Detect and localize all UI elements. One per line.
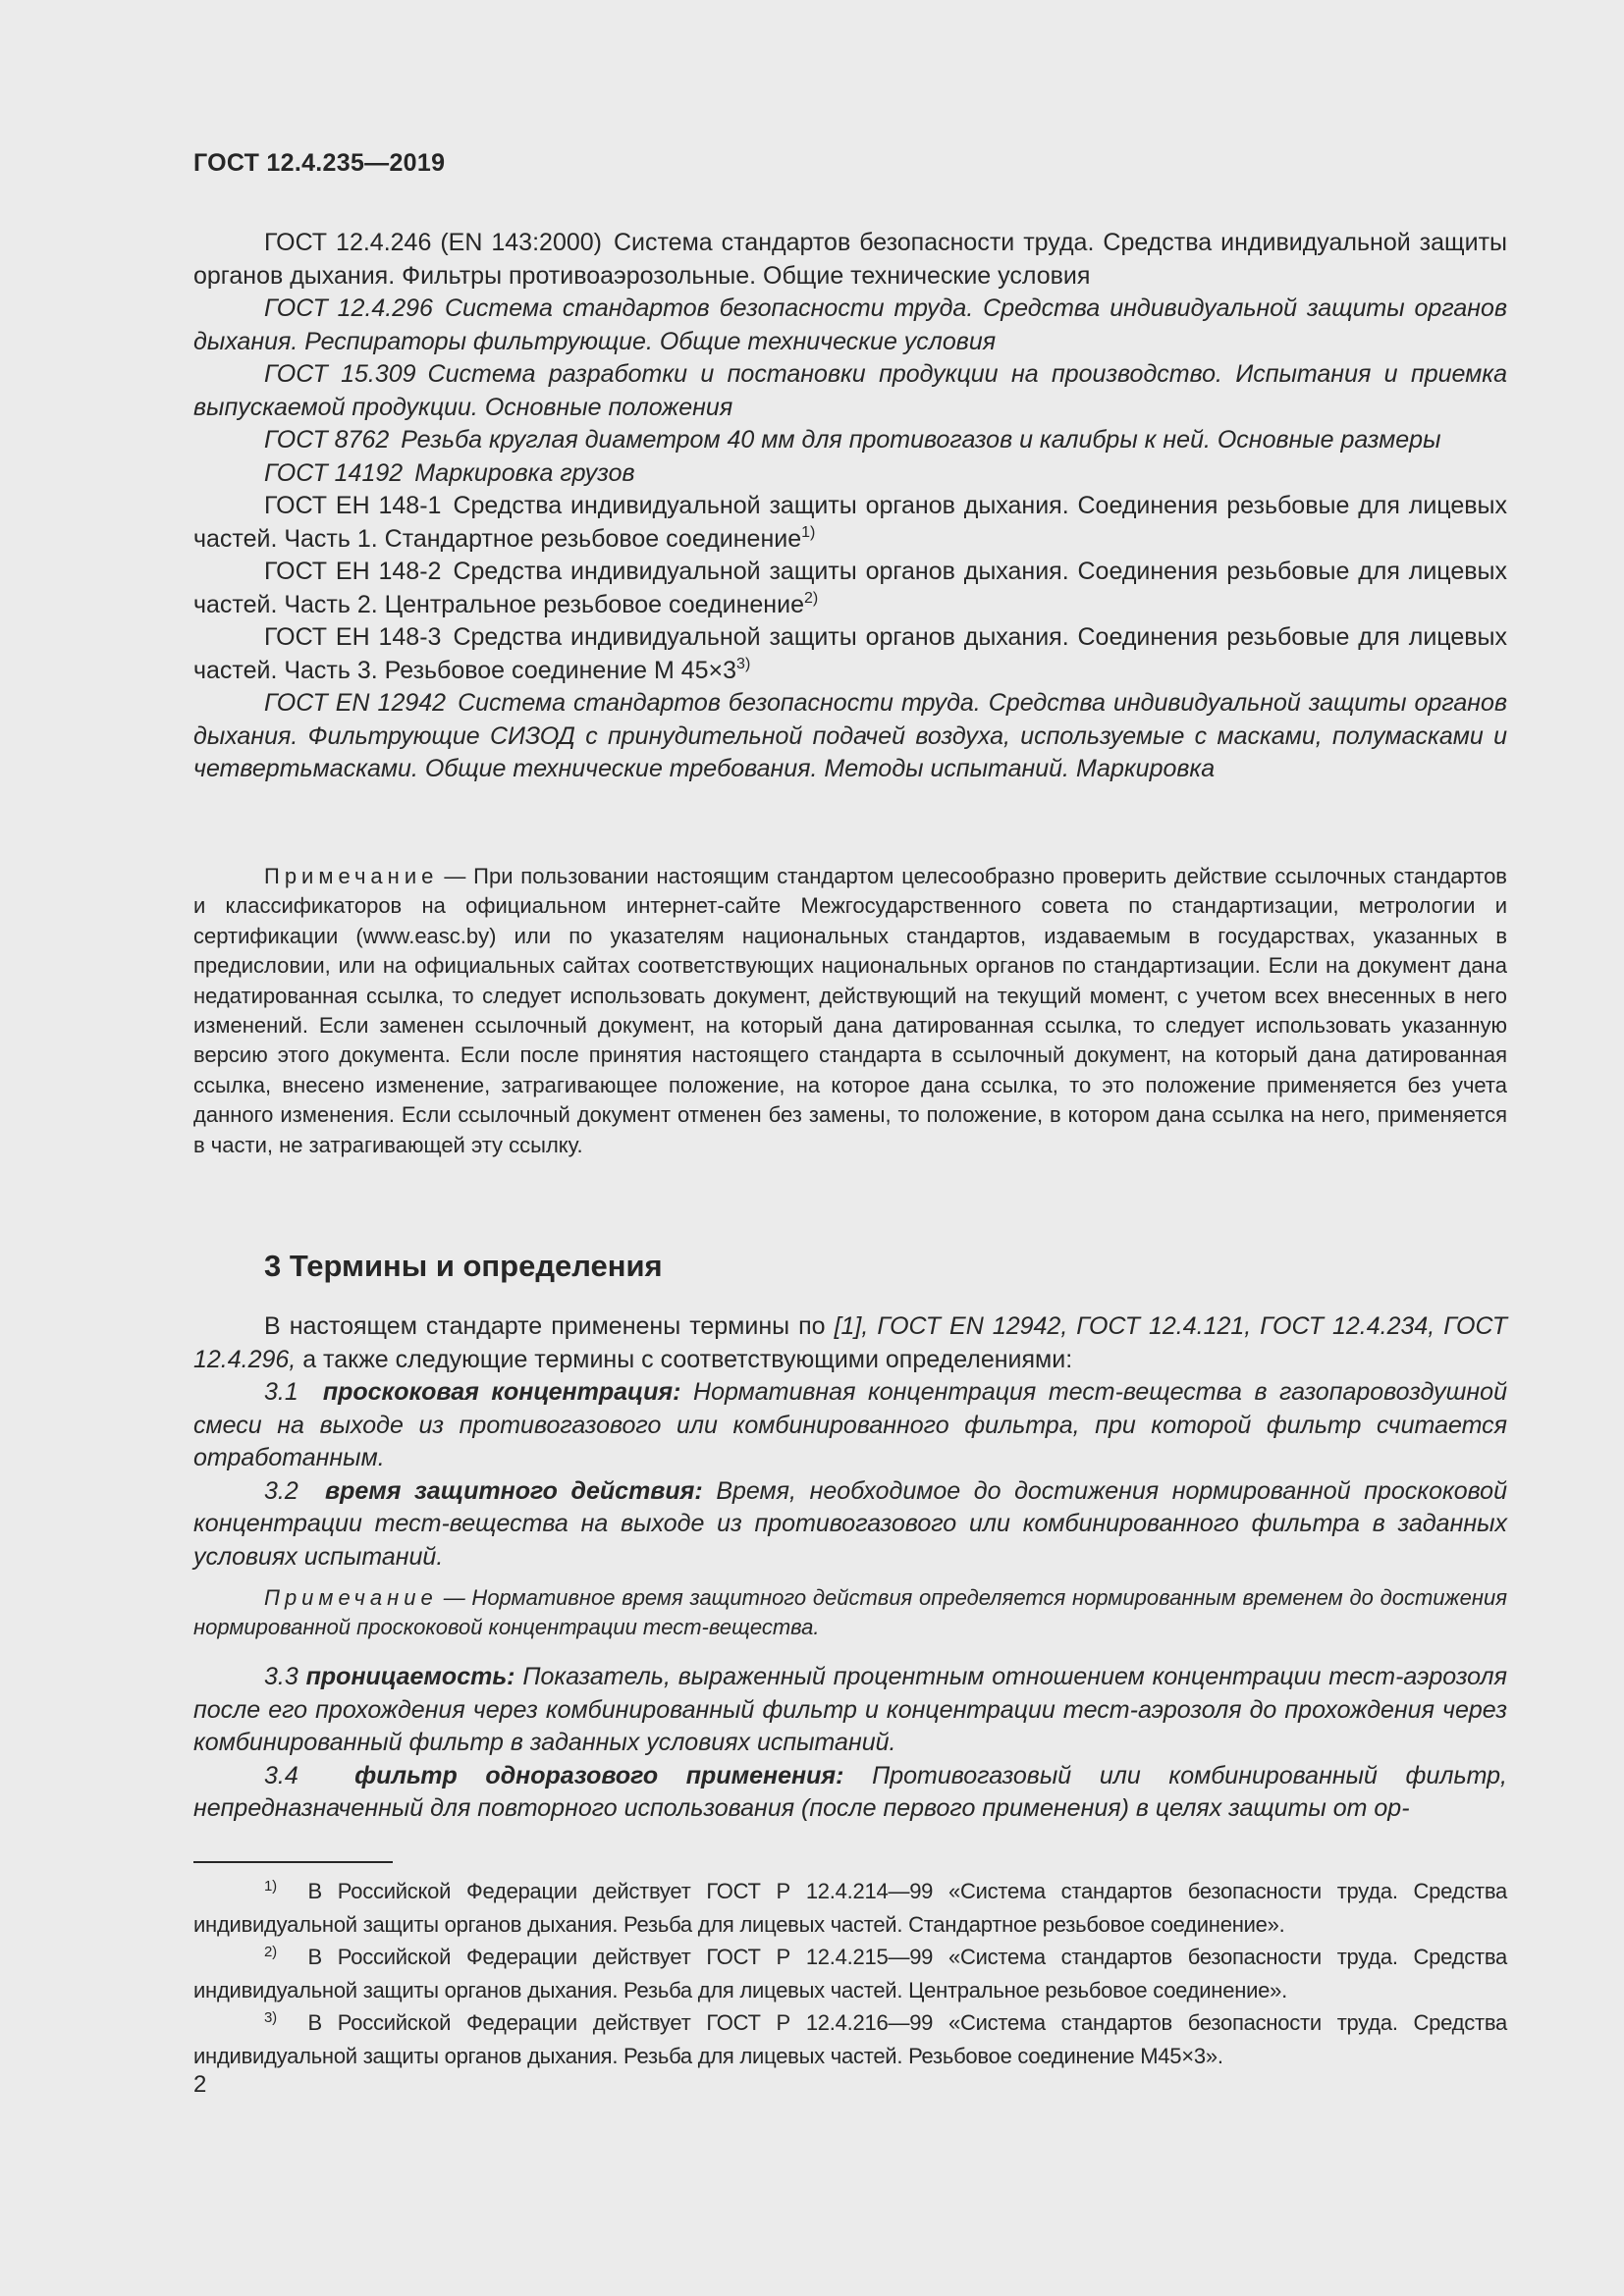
term-definition: Нормативная концентрация тест-вещества в газопаровоздушной смеси на выходе из противогазового или комбинированного фильтра, при которой фильтр считается отработанным. <box>193 1378 1507 1471</box>
reference-title: Средства индивидуальной защиты органов дыхания. Соединения резьбовые для лицевых частей. Часть 3. Резьбовое соединение М 45×3 <box>193 623 1507 684</box>
term-name: фильтр одноразового применения: <box>354 1761 844 1789</box>
reference-item <box>193 621 1507 687</box>
term-entry <box>193 1760 1507 1826</box>
section-intro <box>193 1310 1507 1376</box>
reference-item <box>193 556 1507 621</box>
note-block <box>193 1583 1507 1643</box>
reference-title: Средства индивидуальной защиты органов дыхания. Соединения резьбовые для лицевых частей. Часть 2. Центральное резьбовое соединение <box>193 558 1507 618</box>
reference-title: Маркировка грузов <box>414 458 635 487</box>
term-entry <box>193 1376 1507 1475</box>
term-entry <box>193 1475 1507 1575</box>
term-definition: Время, необходимое до достижения нормированной проскоковой концентрации тест-вещества на выходе из противогазового или комбинированного фильтра в заданных условиях испытаний. <box>193 1476 1507 1571</box>
footnote <box>193 1875 1507 1941</box>
document-header: ГОСТ 12.4.235—2019 <box>193 149 446 177</box>
reference-code: ГОСТ ЕН 148-3 <box>264 623 442 651</box>
page-number: 2 <box>193 2071 207 2098</box>
note-label: Примечание <box>264 1585 438 1610</box>
note-text: — При пользовании настоящим стандартом целесообразно проверить действие ссылочных стандартов и классификаторов на официальном интернет-сайте Межгосударственного совета по стандартизации, метрологии и сертификации (www.easc.by) или по указателям национальных стандартов, издаваемым в государствах, указанных в предисловии, или на официальных сайтах соответствующих национальных органов по стандартизации. Если на документ дана недатированная ссылка, то следует использовать документ, действующий на текущий момент, с учетом всех внесенных в него изменений. Если заменен ссылочный документ, на который дана датированная ссылка, то следует использовать указанную версию этого документа. Если после принятия настоящего стандарта в ссылочный документ, на который дана датированная ссылка, внесено изменение, затрагивающее положение, на которое дана ссылка, то это положение применяется без учета данного изменения. Если ссылочный документ отменен без замены, то положение, в котором дана ссылка на него, применяется в части, не затрагивающей эту ссылку. <box>193 864 1507 1157</box>
reference-item <box>193 227 1507 293</box>
term-name: проскоковая концентрация: <box>322 1378 681 1406</box>
terms-section-continued <box>193 1661 1507 1826</box>
reference-item <box>193 293 1507 358</box>
reference-title: Система стандартов безопасности труда. Средства индивидуальной защиты органов дыхания. Респираторы фильтрующие. Общие технические условия <box>193 294 1507 355</box>
reference-item <box>193 687 1507 786</box>
terms-section <box>193 1310 1507 1574</box>
reference-title: Резьба круглая диаметром 40 мм для противогазов и калибры к ней. Основные размеры <box>401 426 1441 454</box>
reference-title: Средства индивидуальной защиты органов дыхания. Соединения резьбовые для лицевых частей. Часть 1. Стандартное резьбовое соединение <box>193 492 1507 553</box>
note-paragraph <box>193 862 1507 1160</box>
footnote <box>193 1941 1507 2006</box>
reference-code: ГОСТ 14192 <box>264 458 404 487</box>
reference-code: ГОСТ ЕН 148-2 <box>264 558 442 585</box>
footnote-mark: 1) <box>264 1878 277 1895</box>
reference-item <box>193 490 1507 556</box>
footnote-ref[interactable]: 2) <box>803 589 819 607</box>
note-text: — Нормативное время защитного действия определяется нормированным временем до достижения нормированной проскоковой концентрации тест-вещества. <box>193 1585 1507 1640</box>
term-name: время защитного действия: <box>324 1476 703 1505</box>
section-title: 3 Термины и определения <box>264 1249 663 1283</box>
reference-title: Система стандартов безопасности труда. Средства индивидуальной защиты органов дыхания. Фильтрующие СИЗОД с принудительной подачей воздуха, используемые с масками, полумасками и четвертьмасками. Общие технические требования. Методы испытаний. Маркировка <box>193 689 1507 782</box>
reference-code: ГОСТ 12.4.296 <box>264 294 433 322</box>
footnote-text: В Российской Федерации действует ГОСТ Р 12.4.215—99 «Система стандартов безопасности труда. Средства индивидуальной защиты органов дыхания. Резьба для лицевых частей. Центральное резьбовое соединение». <box>193 1945 1508 2002</box>
footnote-mark: 3) <box>264 2009 277 2026</box>
reference-code: ГОСТ 12.4.246 (EN 143:2000) <box>264 229 602 256</box>
normative-references <box>193 227 1507 786</box>
term-name: проницаемость: <box>305 1663 515 1690</box>
term-number: 3.3 <box>264 1663 298 1690</box>
term-definition: Противогазовый или комбинированный фильтр, непредназначенный для повторного использования (после первого применения) в целях защиты от ор- <box>193 1761 1507 1822</box>
reference-code: ГОСТ ЕН 148-1 <box>264 492 442 519</box>
term-number: 3.1 <box>264 1378 298 1406</box>
footnotes <box>193 1875 1507 2072</box>
intro-text: В настоящем стандарте применены термины по <box>264 1312 835 1340</box>
reference-code: ГОСТ 15.309 <box>264 360 416 388</box>
reference-title: Система разработки и постановки продукции на производство. Испытания и приемка выпускаемой продукции. Основные положения <box>193 360 1507 421</box>
footnote-ref[interactable]: 1) <box>801 523 816 541</box>
footnote-ref[interactable]: 3) <box>736 655 751 672</box>
reference-item <box>193 424 1507 457</box>
reference-code: ГОСТ 8762 <box>264 426 390 454</box>
intro-refs: [1], ГОСТ EN 12942, ГОСТ 12.4.121, ГОСТ 12.4.234, ГОСТ 12.4.296, <box>193 1312 1507 1373</box>
footnote-text: В Российской Федерации действует ГОСТ Р 12.4.214—99 «Система стандартов безопасности труда. Средства индивидуальной защиты органов дыхания. Резьба для лицевых частей. Стандартное резьбовое соединение». <box>193 1879 1508 1937</box>
note-label: Примечание <box>264 864 439 888</box>
footnote-text: В Российской Федерации действует ГОСТ Р 12.4.216—99 «Система стандартов безопасности труда. Средства индивидуальной защиты органов дыхания. Резьба для лицевых частей. Резьбовое соединение М45×3». <box>193 2010 1508 2068</box>
term-number: 3.4 <box>264 1761 298 1789</box>
footnote-divider <box>193 1861 393 1863</box>
intro-text-end: а также следующие термины с соответствующими определениями: <box>296 1345 1073 1373</box>
reference-code: ГОСТ EN 12942 <box>264 689 447 717</box>
term-definition: Показатель, выраженный процентным отношением концентрации тест-аэрозоля после его прохождения через комбинированный фильтр и концентрации тест-аэрозоля до прохождения через комбинированный фильтр в заданных условиях испытаний. <box>193 1663 1507 1756</box>
term-entry <box>193 1661 1507 1760</box>
note-block <box>193 862 1507 1160</box>
note-paragraph <box>193 1583 1507 1643</box>
reference-title: Система стандартов безопасности труда. Средства индивидуальной защиты органов дыхания. Фильтры противоаэрозольные. Общие технические условия <box>193 229 1507 290</box>
footnote-mark: 2) <box>264 1944 277 1960</box>
reference-item <box>193 457 1507 491</box>
term-number: 3.2 <box>264 1476 298 1505</box>
reference-item <box>193 358 1507 424</box>
footnote <box>193 2006 1507 2072</box>
